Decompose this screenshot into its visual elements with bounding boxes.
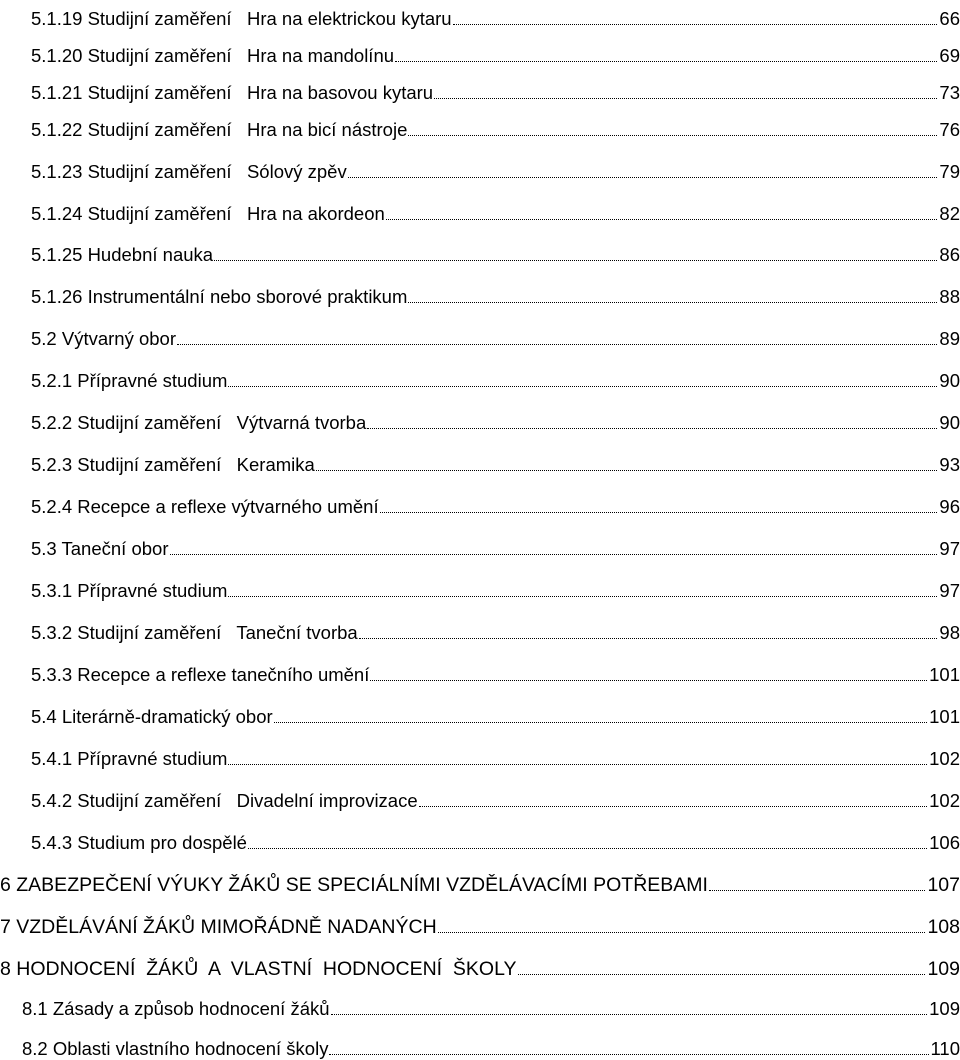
dot-leader [228, 580, 937, 602]
toc-entry-title: 5.1.24 Studijní zaměření Hra na akordeon [31, 203, 385, 225]
toc-entry-title: 5.4.3 Studium pro dospělé [31, 832, 247, 854]
toc-entry-title: 5.1.26 Instrumentální nebo sborové praktikum [31, 286, 407, 308]
toc-entry-page: 98 [939, 622, 960, 644]
dot-leader [316, 454, 938, 476]
dot-leader [370, 664, 927, 686]
dot-leader [367, 412, 937, 434]
toc-entry-page: 73 [939, 82, 960, 104]
toc-entry[interactable] [31, 37, 960, 67]
toc-entry[interactable] [31, 698, 960, 728]
toc-entry-page: 108 [927, 916, 960, 938]
toc-entry-title: 5.1.21 Studijní zaměření Hra na basovou kytaru [31, 82, 433, 104]
toc-entry-title: 8.1 Zásady a způsob hodnocení žáků [22, 998, 330, 1020]
toc-entry[interactable] [31, 74, 960, 104]
toc-entry[interactable] [31, 362, 960, 392]
toc-entry-title: 5.3 Taneční obor [31, 538, 169, 560]
dot-leader [709, 874, 926, 896]
dot-leader [228, 370, 937, 392]
toc-entry[interactable] [22, 1030, 960, 1060]
toc-entry-title: 5.4.1 Přípravné studium [31, 748, 227, 770]
toc-entry-page: 76 [939, 119, 960, 141]
toc-entry-page: 88 [939, 286, 960, 308]
toc-entry[interactable] [31, 320, 960, 350]
dot-leader [248, 832, 927, 854]
toc-entry[interactable] [31, 153, 960, 183]
toc-entry-page: 89 [939, 328, 960, 350]
dot-leader [177, 328, 937, 350]
toc-entry-title: 5.2.1 Přípravné studium [31, 370, 227, 392]
toc-entry[interactable] [31, 614, 960, 644]
toc-entry-title: 5.2.3 Studijní zaměření Keramika [31, 454, 315, 476]
toc-entry-title: 5.1.19 Studijní zaměření Hra na elektrickou kytaru [31, 8, 452, 30]
toc-entry-title: 5.4.2 Studijní zaměření Divadelní improvizace [31, 790, 418, 812]
toc-entry-page: 86 [939, 244, 960, 266]
toc-entry-page: 82 [939, 203, 960, 225]
toc-entry-page: 102 [929, 748, 960, 770]
toc-entry-title: 5.1.20 Studijní zaměření Hra na mandolínu [31, 45, 394, 67]
dot-leader [408, 286, 937, 308]
toc-chapter-entry[interactable] [0, 908, 960, 938]
toc-entry-page: 69 [939, 45, 960, 67]
toc-entry-page: 101 [929, 706, 960, 728]
dot-leader [359, 622, 938, 644]
toc-entry-title: 6 ZABEZPEČENÍ VÝUKY ŽÁKŮ SE SPECIÁLNÍMI VZDĚLÁVACÍMI POTŘEBAMI [0, 874, 708, 896]
dot-leader [453, 8, 938, 30]
toc-entry[interactable] [31, 195, 960, 225]
toc-entry-page: 107 [927, 874, 960, 896]
dot-leader [434, 82, 937, 104]
dot-leader [170, 538, 938, 560]
dot-leader [408, 119, 937, 141]
toc-entry[interactable] [31, 824, 960, 854]
toc-entry[interactable] [31, 111, 960, 141]
dot-leader [419, 790, 927, 812]
toc-entry-page: 110 [931, 1038, 960, 1060]
dot-leader [228, 748, 927, 770]
toc-chapter-entry[interactable] [0, 866, 960, 896]
dot-leader [395, 45, 937, 67]
toc-entry[interactable] [31, 782, 960, 812]
toc-entry[interactable] [31, 656, 960, 686]
toc-entry-title: 7 VZDĚLÁVÁNÍ ŽÁKŮ MIMOŘÁDNĚ NADANÝCH [0, 916, 437, 938]
toc-entry[interactable] [22, 990, 960, 1020]
toc-entry-page: 90 [939, 412, 960, 434]
toc-entry-page: 79 [939, 161, 960, 183]
toc-entry-page: 109 [929, 998, 960, 1020]
toc-entry-title: 5.2.2 Studijní zaměření Výtvarná tvorba [31, 412, 366, 434]
toc-entry[interactable] [31, 572, 960, 602]
toc-entry-title: 8.2 Oblasti vlastního hodnocení školy [22, 1038, 328, 1060]
toc-entry-title: 5.2 Výtvarný obor [31, 328, 176, 350]
toc-entry[interactable] [31, 740, 960, 770]
toc-entry-page: 109 [927, 958, 960, 980]
toc-entry-page: 96 [939, 496, 960, 518]
toc-entry-title: 5.2.4 Recepce a reflexe výtvarného umění [31, 496, 379, 518]
toc-entry[interactable] [31, 446, 960, 476]
toc-entry-title: 5.1.25 Hudební nauka [31, 244, 213, 266]
toc-entry-title: 5.3.2 Studijní zaměření Taneční tvorba [31, 622, 358, 644]
dot-leader [274, 706, 927, 728]
toc-entry-page: 90 [939, 370, 960, 392]
toc-entry-title: 5.1.23 Studijní zaměření Sólový zpěv [31, 161, 347, 183]
toc-entry-title: 5.4 Literárně-dramatický obor [31, 706, 273, 728]
toc-entry-title: 5.3.3 Recepce a reflexe tanečního umění [31, 664, 369, 686]
toc-entry-title: 5.3.1 Přípravné studium [31, 580, 227, 602]
dot-leader [380, 496, 938, 518]
dot-leader [518, 958, 926, 980]
toc-entry-page: 66 [939, 8, 960, 30]
toc-entry[interactable] [31, 488, 960, 518]
toc-entry-title: 5.1.22 Studijní zaměření Hra na bicí nástroje [31, 119, 407, 141]
toc-entry[interactable] [31, 530, 960, 560]
toc-entry[interactable] [31, 236, 960, 266]
dot-leader [214, 244, 937, 266]
toc-entry[interactable] [31, 404, 960, 434]
toc-entry-page: 101 [929, 664, 960, 686]
toc-chapter-entry[interactable] [0, 950, 960, 980]
toc-entry-page: 106 [929, 832, 960, 854]
toc-entry-page: 97 [939, 538, 960, 560]
toc-entry-page: 102 [929, 790, 960, 812]
toc-entry-page: 97 [939, 580, 960, 602]
dot-leader [331, 998, 928, 1020]
dot-leader [348, 161, 938, 183]
dot-leader [438, 916, 926, 938]
dot-leader [329, 1038, 928, 1060]
dot-leader [386, 203, 938, 225]
toc-entry[interactable] [31, 278, 960, 308]
toc-entry[interactable] [31, 0, 960, 30]
toc-entry-title: 8 HODNOCENÍ ŽÁKŮ A VLASTNÍ HODNOCENÍ ŠKOLY [0, 958, 517, 980]
toc-entry-page: 93 [939, 454, 960, 476]
